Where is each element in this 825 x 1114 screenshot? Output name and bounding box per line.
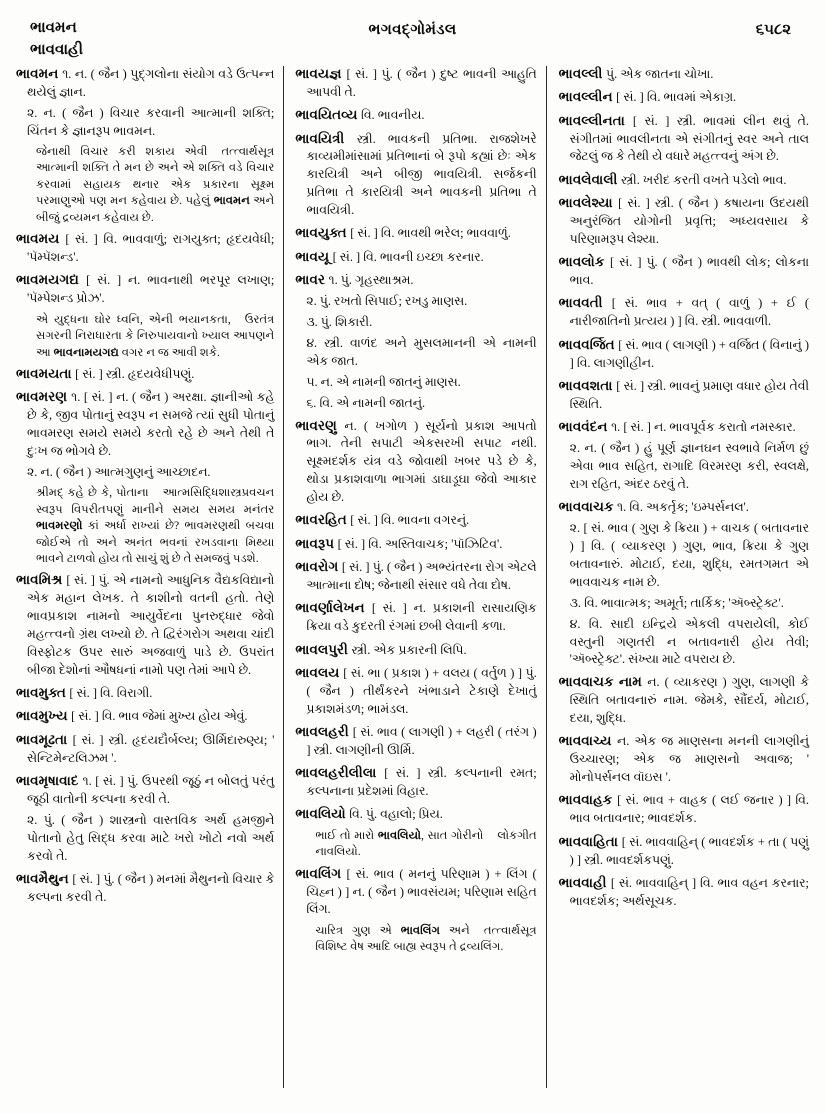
dictionary-entry xyxy=(559,873,809,911)
quoted-headword: ભાવમરણો xyxy=(36,519,83,533)
entry-headword[interactable]: ભાવમૃષાવાદ xyxy=(16,773,83,789)
dictionary-entry xyxy=(559,252,809,290)
entry-headword[interactable]: ભાવલેવાલી xyxy=(558,171,621,187)
dictionary-entry xyxy=(559,293,809,331)
entry-headword[interactable]: ભાવમૂઢતા xyxy=(16,731,73,747)
entry-headword[interactable]: ભાવલ્લીનતા xyxy=(558,112,633,128)
quoted-headword: ભાવમન xyxy=(213,194,250,208)
entry-headword[interactable]: ભાવવાચક નામ xyxy=(558,674,648,690)
entry-definition: ૫. ન. એ નામની જાતનું માણસ. xyxy=(306,374,461,389)
column-container xyxy=(16,64,809,1098)
entry-headword[interactable]: ભાવમયગદ્ય xyxy=(16,272,87,288)
entry-headword[interactable]: ભાવવાચ્ય xyxy=(558,733,618,749)
quoted-headword: ભાવલિંગ xyxy=(400,923,440,937)
entry-headword[interactable]: ભાવરહિત xyxy=(295,512,351,528)
running-head-left-top: ભાવમન xyxy=(30,20,77,36)
entry-definition: ૨. ન. ( જૈન ) આત્મગુણનું આચ્છાદન. xyxy=(27,465,211,480)
entry-headword[interactable]: ભાવલ્લી xyxy=(558,66,607,81)
dictionary-entry xyxy=(559,87,809,107)
dictionary-entry xyxy=(559,672,809,728)
entry-headword[interactable]: ભાવયુક્ત xyxy=(295,225,351,241)
entry-citation: લોકગીત ભાઈ તો મારો ભાવલિયો, સાત ગોરીનો નાવલિયો. xyxy=(315,828,537,859)
entry-sense xyxy=(559,520,809,591)
entry-definition: [ સં. ભાવવાહિન્ ( ભાવદર્શક + તા ( પણું ) ] સ્ત્રી. ભાવદર્શકપણું. xyxy=(569,834,809,867)
book-title: ભગવદ્ગોમંડલ xyxy=(368,22,457,38)
dictionary-entry xyxy=(295,598,536,636)
entry-definition: [ સં. ભાવ + વત્ ( વાળું ) + ઈ ( નારીજાતિનો પ્રત્યય ) ] વિ. સ્ત્રી. ભાવવાળી. xyxy=(569,296,809,329)
entry-definition: [ સં. ] વિ. ભાવની ઇચ્છા કરનાર. xyxy=(332,249,484,264)
entry-definition: [ સં. ભાવવાહિન્ ] વિ. ભાવ વહન કરનાર; ભાવદર્શક; અર્થસૂચક. xyxy=(569,875,809,908)
dictionary-entry xyxy=(16,570,274,679)
entry-definition: [ સં. ] વિ. અસ્તિવાચક; 'પૉઝિટિવ'. xyxy=(337,536,503,551)
citation-source: આત્મસિદ્ધિશાસ્ત્રપ્રવચન xyxy=(162,486,275,500)
entry-sense xyxy=(16,812,274,866)
dictionary-entry xyxy=(295,763,536,801)
entry-headword[interactable]: ભાવયજ્ઞ xyxy=(295,66,347,81)
dictionary-entry xyxy=(295,510,536,530)
dictionary-entry xyxy=(559,376,809,414)
entry-citation: તત્ત્વાર્થસૂત્ર ચારિત્ર ગુણ એ ભાવલિંગ અને વિશિષ્ટ વેષ આદિ બાહ્ય સ્વરૂપ તે દ્રવ્યલિંગ. xyxy=(315,923,537,954)
entry-definition: ન. ( ખગોળ ) સૂર્યનો પ્રકાશ આપતો ભાગ. તેની સપાટી એકસરખી સપાટ નથી. સૂક્ષ્મદર્શક યંત્ર વડે જોવાથી ખબર પડે છે કે, થોડા પ્રકાશવાળા ભાગમાં ડાઘાડૂઘા જેવો આકાર હોય છે. xyxy=(306,418,537,505)
dictionary-entry xyxy=(16,387,274,460)
entry-headword[interactable]: ભાવમુક્ત xyxy=(16,685,70,701)
entry-sense xyxy=(559,616,809,670)
entry-definition: ૨. ન. ( જૈન ) વિચાર કરવાની આત્માની શક્તિ; ચિંતન કે જ્ઞાનરૂપ ભાવમન. xyxy=(27,106,275,139)
entry-headword[interactable]: ભાવલહરીલીલા xyxy=(295,765,385,781)
entry-headword[interactable]: ભાવવર્જિત xyxy=(558,336,619,352)
dictionary-entry xyxy=(295,804,536,824)
entry-headword[interactable]: ભાવવતી xyxy=(558,295,612,311)
entry-definition: [ સં. ] સ્ત્રી. કલ્પનાની રમત; કલ્પનાના પ્રદેશમાં વિહાર. xyxy=(306,766,537,799)
entry-headword[interactable]: ભાવલોક xyxy=(558,254,610,270)
dictionary-entry xyxy=(295,270,536,290)
entry-definition: ૨. [ સં. ભાવ ( ગુણ કે ક્રિયા ) + વાચક ( બતાવનાર ) ] વિ. ( વ્યાકરણ ) ગુણ, ભાવ, ક્રિયા કે ગુણ બતાવનારું. મોટાઈ, દયા, શુદ્ધિ, રમતગમત એ ભાવવાચક નામ છે. xyxy=(569,521,809,589)
entry-definition: [ સં. ] સ્ત્રી. ( જૈન ) કષાયના ઉદયથી અનુરંજિત યોગોની પ્રવૃત્તિ; અધ્યવસાય કે પરિણામરૂપ લેશ્યા. xyxy=(569,196,809,246)
entry-headword[interactable]: ભાવર્ણાલેખન xyxy=(295,600,372,616)
entry-sense xyxy=(295,314,536,332)
entry-sense xyxy=(559,595,809,613)
entry-definition: [ સં. ] વિ. ભાવ જેમાં મુખ્ય હોય એવું. xyxy=(71,709,248,724)
entry-definition: [ સં. ] પું. ( જૈન ) દુષ્ટ ભાવની આહુતિ આપવી તે. xyxy=(306,67,537,99)
running-head-left-bottom: ભાવવાહી xyxy=(30,41,83,58)
citation-source: તત્ત્વાર્થસૂત્ર xyxy=(483,923,537,937)
entry-headword[interactable]: ભાવવાહક xyxy=(558,792,618,808)
entry-definition: ૬. વિ. એ નામની જાતનું. xyxy=(306,395,426,410)
dictionary-entry xyxy=(559,731,809,787)
entry-definition: [ સં. ] સ્ત્રી. હૃદયદૌર્બલ્ય; ઊર્મિદારુણ્ય; ' સેન્ટિમેન્ટલિઝમ '. xyxy=(27,732,275,765)
entry-headword[interactable]: ભાવલપુરી xyxy=(295,641,352,657)
dictionary-entry xyxy=(295,663,536,719)
entry-headword[interactable]: ભાવમૈથુન xyxy=(16,870,73,886)
page-number: ૬૫૮૨ xyxy=(755,22,791,38)
citation-source: ઉરતંત્ર xyxy=(244,312,275,326)
entry-headword[interactable]: ભાવયૂ xyxy=(295,248,333,264)
dictionary-entry xyxy=(559,111,809,167)
dictionary-entry xyxy=(295,105,536,125)
column-2 xyxy=(284,64,545,1098)
dictionary-entry xyxy=(16,229,274,267)
entry-headword[interactable]: ભાવલિયો xyxy=(295,806,350,822)
entry-definition: [ સં. ] ન. ભાવનાથી ભરપૂર લખાણ; 'પૅમ્પેશન્ડ પ્રોઝ'. xyxy=(27,273,275,306)
entry-definition: ૧. ન. ( જૈન ) પુદ્ગલોના સંયોગ વડે ઉત્પન્ન થયેલું જ્ઞાન. xyxy=(27,67,275,99)
dictionary-entry xyxy=(16,869,274,907)
entry-headword[interactable]: ભાવમય xyxy=(16,231,66,247)
entry-headword[interactable]: ભાવવાહી xyxy=(558,874,611,890)
entry-headword[interactable]: ભાવલેશ્યા xyxy=(558,195,619,211)
entry-headword[interactable]: ભાવલ્લીન xyxy=(558,89,617,105)
entry-definition: ૧. [ સં. ] ન. ભાવપૂર્વક કરાતો નમસ્કાર. xyxy=(611,420,796,435)
entry-sense xyxy=(295,395,536,413)
entry-headword[interactable]: ભાવવાહિતા xyxy=(558,833,622,849)
entry-definition: ૧. પું. ગૃહસ્થાશ્રમ. xyxy=(328,273,414,288)
dictionary-entry xyxy=(559,832,809,870)
entry-definition: ૧. [ સં. ] પું. ઉપરથી જૂઠું ન બોલતું પરંતુ જૂઠી વાતોની કલ્પના કરવી તે. xyxy=(27,774,275,806)
entry-headword[interactable]: ભાવલહરી xyxy=(295,724,353,739)
entry-headword[interactable]: ભાવમિશ્ર xyxy=(16,572,67,588)
entry-sense xyxy=(16,105,274,141)
entry-definition: સ્ત્રી. ભાવકની પ્રતિભા. રાજશેખરે કાવ્યમીમાંસામાં પ્રતિભાનાં બે રૂપો કહ્યાં છેઃ એક કારયિત્રી અને બીજી ભાવયિત્રી. સર્જકની પ્રતિભા તે કારયિત્રી અને ભાવકની પ્રતિભા તે ભાવયિત્રી. xyxy=(306,131,537,218)
entry-headword[interactable]: ભાવરોગ xyxy=(295,559,342,575)
dictionary-entry xyxy=(295,864,536,920)
entry-sense xyxy=(16,464,274,482)
entry-definition: [ સં. ] વિ. વિરાગી. xyxy=(69,686,153,701)
dictionary-entry xyxy=(295,129,536,220)
entry-definition: વિ. પું. વહાલો; પ્રિય. xyxy=(349,807,443,822)
dictionary-entry xyxy=(16,364,274,384)
entry-definition: [ સં. ભાવ ( મનનું પરિણામ ) + લિંગ ( ચિહ્ન ) ] ન. ( જૈન ) ભાવસંયમ; પરિણામ સહિત લિંગ. xyxy=(306,866,537,917)
citation-source: લોકગીત xyxy=(497,828,537,842)
entry-definition: ૨. પું. રખતો સિપાઈ; રખડુ માણસ. xyxy=(306,294,468,309)
entry-definition: ૩. વિ. ભાવાત્મક; અમૂર્ત; તાર્કિક; 'ઍબ્સ્ટ્રેક્ટ'. xyxy=(569,595,784,610)
dictionary-entry xyxy=(559,335,809,373)
dictionary-entry xyxy=(295,247,536,267)
entry-headword[interactable]: ભાવમન xyxy=(16,66,63,81)
dictionary-entry xyxy=(16,730,274,768)
dictionary-entry xyxy=(16,64,274,102)
entry-definition: સ્ત્રી. ખરીદ કરતી વખતે પડેલો ભાવ. xyxy=(620,172,787,187)
entry-citation: આત્મસિદ્ધિશાસ્ત્રપ્રવચન શ્રીમદ્ કહે છે કે, પોતાના સ્વરૂપ વિપરીતપણું માનીને સમય સમય મનંતર ભાવમરણો કાં અર્ધા રાખ્યાં છે? ભાવમરણથી બચવા જોઈએ તો અને અનંત ભવનાં રખડવાના મિથ્યા ભાવને ટાળવો હોય તો સાચું શું છે તે સમજવું પડશે. xyxy=(36,486,275,565)
dictionary-entry xyxy=(16,771,274,809)
dictionary-entry xyxy=(559,64,809,84)
dictionary-entry xyxy=(559,497,809,517)
entry-sense xyxy=(295,374,536,392)
entry-definition: [ સં. ] ન. પ્રકાશની રાસાયણિક ક્રિયા વડે કુદરતી રંગમાં છબી લેવાની કળા. xyxy=(306,601,537,634)
dictionary-entry xyxy=(295,557,536,595)
dictionary-entry xyxy=(16,706,274,726)
entry-headword[interactable]: ભાવયિત્રી xyxy=(295,130,357,146)
dictionary-entry xyxy=(16,683,274,703)
entry-definition: ૨. ન. ( જૈન ) હું પૂર્ણ જ્ઞાનઘન સ્વભાવે નિર્મળ છું એવા ભાવ સહિત, રાગાદિ વિરમરણ કરી, સ્વલક્ષે, રાગ રહિત, અંદર ઠરવું તે. xyxy=(569,441,809,492)
entry-definition: [ સં. ] સ્ત્રી. ભાવનું પ્રમાણ વધાર હોય તેવી સ્થિતિ. xyxy=(569,378,809,411)
entry-citation: તત્ત્વાર્થસૂત્ર જેનાથી વિચાર કરી શકાય એવી આત્માની શક્તિ તે મન છે અને એ શક્તિ વડે વિચાર કરવામાં સહાયક થનાર એક પ્રકારના સૂક્ષ્મ પરમાણુઓ પણ મન કહેવાય છે. પહેલું ભાવમન અને બીજું દ્રવ્યમન કહેવાય છે. xyxy=(36,144,275,224)
entry-sense xyxy=(295,335,536,371)
entry-definition: [ સં. ] પું. ( જૈન ) ભાવથી લોક; લોકના ભાવ. xyxy=(569,255,809,288)
entry-definition: વિ. ભાવનીય. xyxy=(361,108,425,123)
entry-sense xyxy=(559,440,809,494)
entry-headword[interactable]: ભાવરણુ xyxy=(295,417,345,433)
entry-definition: [ સં. ભાવ ( લાગણી ) + વર્જિત ( વિનાનું ) ] વિ. લાગણીહીન. xyxy=(569,337,809,370)
entry-definition: ૧. વિ. અકર્તૃક; 'ઇમ્પર્સનલ'. xyxy=(617,500,749,515)
dictionary-entry xyxy=(559,790,809,828)
entry-headword[interactable]: ભાવવાચક xyxy=(558,499,618,515)
entry-definition: ન. એક જ માણસના મનની લાગણીનું ઉચ્ચારણ; એક જ માણસનો અવાજ; ' મોનોપર્સનલ વૉઇસ '. xyxy=(569,734,809,785)
dictionary-entry xyxy=(559,170,809,190)
entry-headword[interactable]: ભાવલિંગ xyxy=(295,865,347,881)
dictionary-entry xyxy=(16,270,274,308)
entry-headword[interactable]: ભાવરૂપ xyxy=(295,535,338,551)
entry-definition: [ સં. ] પું. એ નામનો આધુનિક વૈદ્યકવિદ્યાનો એક મહાન લેખક. તે કાશીનો વતની હતો. તેણે ભાવપ્રકાશ નામનો આયુર્વેદના પુનરુદ્ધાર જેવો મહત્ત્વનો ગ્રંથ લખ્યો છે. તે દ્વિરંગરોગ અથવા ચાંદી વિસ્ફોટક ઉપર સારું અજવાળું પાડે છે. ઉપરાંત બીજા દેશોનાં ઔષધનાં નામો પણ તેમાં આપે છે. xyxy=(27,573,275,677)
dictionary-entry xyxy=(295,416,536,507)
entry-citation: ઉરતંત્ર એ યુદ્ધના ઘોર ધ્વનિ, એની ભયાનકતા, સગરની નિરાધારતા કે નિરુપાયવાનો ખ્યાલ આપણને આ ભાવનામયગદ્ય વગર ન જ આવી શકે. xyxy=(36,312,275,359)
quoted-headword: ભાવનામયગદ્ય xyxy=(53,345,119,359)
entry-definition: [ સં. ] પું. ( જૈન ) અભ્યંતરના રોગ એટલે આત્માના દોષ; જેનાથી સંસાર વધે તેવા દોષ. xyxy=(306,560,537,592)
entry-definition: ૩. પું. શિકારી. xyxy=(306,315,373,330)
column-3 xyxy=(547,64,809,1098)
dictionary-entry xyxy=(295,64,536,102)
entry-definition: [ સં. ] પું. ( જૈન ) મનમાં મૈથુનનો વિચાર કે કલ્પના કરવી તે. xyxy=(27,871,275,904)
entry-definition: [ સં. ભા ( પ્રકાશ ) + વલય ( વર્તુળ ) ] પું. ( જૈન ) તીર્થંકરને ખંભાડાને ટેકાણે દેખાતું પ્રકાશમંડળ; ભામંડલ. xyxy=(306,665,537,716)
entry-definition: ૪. સ્ત્રી. વાળંદ અને મુસલમાનની એ નામની એક જાત. xyxy=(306,336,537,369)
entry-headword[interactable]: ભાવમરણ xyxy=(16,389,72,405)
dictionary-entry xyxy=(295,223,536,243)
citation-source: તત્ત્વાર્થસૂત્ર xyxy=(221,144,275,158)
column-1 xyxy=(16,64,283,1098)
entry-definition: [ સં. ] વિ. ભાવના વગરનું. xyxy=(350,513,470,528)
running-head xyxy=(16,18,809,64)
dictionary-entry xyxy=(559,193,809,249)
entry-headword[interactable]: ભાવલય xyxy=(295,664,344,680)
dictionary-entry xyxy=(559,417,809,437)
entry-headword[interactable]: ભાવમુખ્ય xyxy=(16,708,72,724)
entry-headword[interactable]: ભાવવશતા xyxy=(558,377,617,393)
quoted-headword: ભાવલિયો xyxy=(377,828,421,842)
entry-definition: સ્ત્રી. એક પ્રકારની લિપિ. xyxy=(351,642,467,657)
entry-definition: [ સં. ] વિ. ભાવથી ભરેલ; ભાવવાળું. xyxy=(350,226,511,241)
entry-definition: ન. ( વ્યાકરણ ) ગુણ, લાગણી કે સ્થિતિ બતાવનારું નામ. જેમકે, સૌંદર્ય, મોટાઈ, દયા, શુદ્ધિ. xyxy=(569,675,809,725)
dictionary-entry xyxy=(295,640,536,660)
entry-headword[interactable]: ભાવયિતવ્ય xyxy=(295,107,362,123)
entry-definition: ૧. [ સં. ] ન. ( જૈન ) અરક્ષા. જ્ઞાનીઓ કહે છે કે, જીવ પોતાનું સ્વરૂપ ન સમજે ત્યાં સુધી પોતાનું ભાવમરણ સમયે સમયે કરતો રહે છે અને તેથી તે દુઃખ જ ભોગવે છે. xyxy=(27,390,275,458)
entry-definition: [ સં. ] સ્ત્રી. ભાવમાં લીન થવું તે. સંગીતમાં ભાવલીનતા એ સંગીતનું સ્વર અને તાલ જેટલું જ કે તેથી યે વધારે મહત્ત્વનું અંગ છે. xyxy=(569,113,809,164)
entry-headword[interactable]: ભાવર xyxy=(295,272,329,288)
entry-definition: [ સં. ભાવ ( લાગણી ) + લહરી ( તરંગ ) ] સ્ત્રી. લાગણીની ઊર્મિ. xyxy=(306,725,537,757)
entry-definition: [ સં. ] વિ. ભાવમાં એકાગ્ર. xyxy=(616,90,737,105)
entry-headword[interactable]: ભાવમયતા xyxy=(16,366,76,381)
entry-definition: ૪. વિ. સાદી ઇન્દ્રિયે એકલી વપરાયેલી, કોઈ વસ્તુની ગણતરી ન બતાવનારી હોય તેવી; 'ઍબ્સ્ટ્રેક્ટ'. સંખ્યા માટે વપરાય છે. xyxy=(569,616,809,667)
entry-definition: ૨. પું. ( જૈન ) શાસ્ત્રનો વાસ્તવિક અર્થ હમજીને પોતાનો હેતુ સિદ્ધ કરવા માટે ખરો ખોટો નવો અર્થ કરવો તે. xyxy=(27,813,275,863)
entry-headword[interactable]: ભાવવંદન xyxy=(558,419,612,435)
entry-definition: [ સં. ભાવ + વાહક ( લઈ જનાર ) ] વિ. ભાવ બતાવનાર; ભાવદર્શક. xyxy=(569,793,809,826)
dictionary-entry xyxy=(295,534,536,554)
entry-definition: [ સં. ] સ્ત્રી. હૃદયવેધીપણું. xyxy=(75,367,195,381)
entry-definition: [ સં. ] વિ. ભાવવાળું; રાગયુક્ત; હૃદયવેધી; 'પૅમ્પૅશન્ડ'. xyxy=(27,232,275,265)
entry-sense xyxy=(295,293,536,311)
dictionary-entry xyxy=(295,722,536,760)
entry-definition: પું. એક જાતના ચોખા. xyxy=(606,67,714,81)
